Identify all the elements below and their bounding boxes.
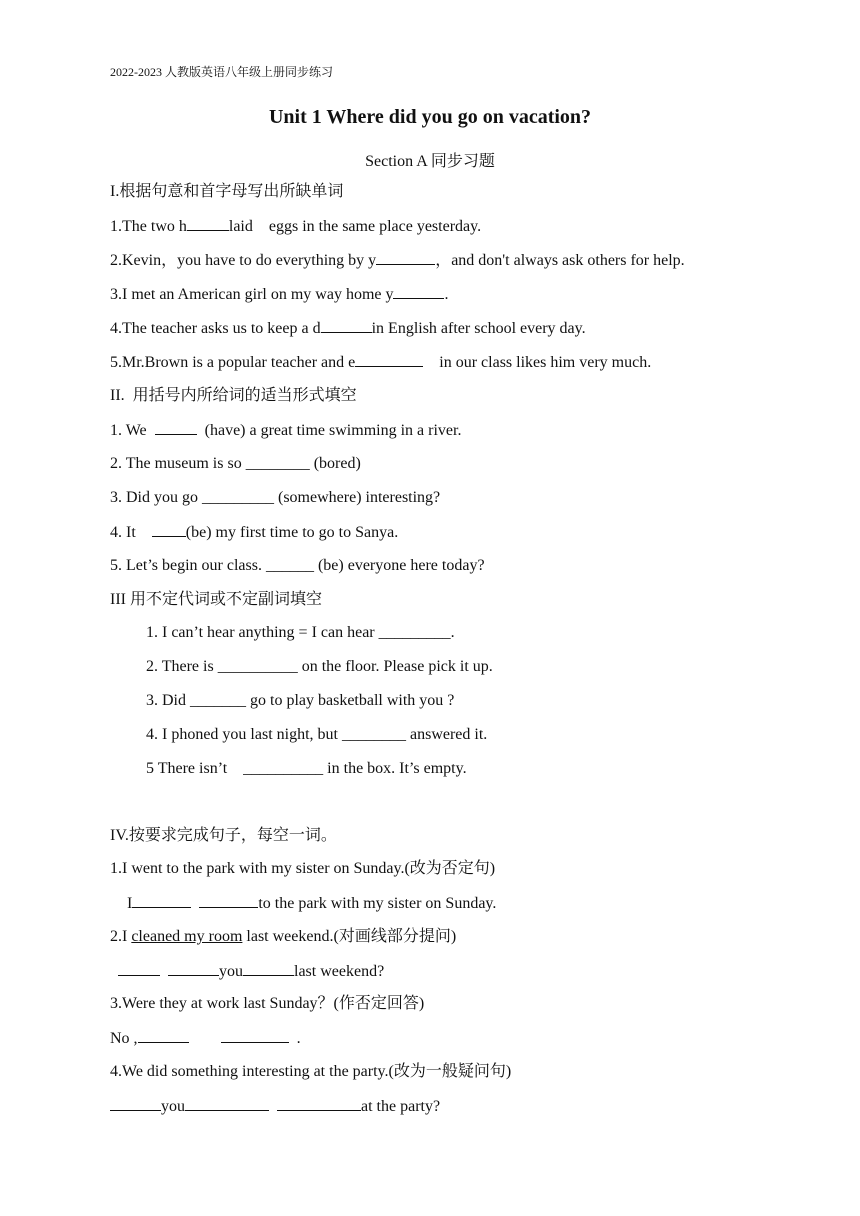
q-text: 4. It <box>110 524 152 541</box>
sec2-question-3: 3. Did you go _________ (somewhere) interesting? <box>110 489 441 506</box>
a-text: No , <box>110 1030 138 1047</box>
sec3-question-4: 4. I phoned you last night, but ________ answered it. <box>146 726 488 743</box>
sec4-question-3: 3.Were they at work last Sunday？(作否定回答) <box>110 995 425 1012</box>
sec1-question-4 <box>110 317 586 340</box>
answer-blank <box>355 351 423 367</box>
answer-blank <box>185 1095 269 1111</box>
sec4-answer-1 <box>127 892 496 915</box>
section-1-heading: I.根据句意和首字母写出所缺单词 <box>110 183 344 200</box>
answer-blank <box>393 283 444 299</box>
section-2-heading: II. 用括号内所给词的适当形式填空 <box>110 387 357 404</box>
answer-blank <box>187 215 229 231</box>
a-text: last weekend? <box>294 963 385 980</box>
q-text: 1.The two h <box>110 218 187 235</box>
sec3-question-2: 2. There is __________ on the floor. Please pick it up. <box>146 658 493 675</box>
a-text: you <box>219 963 243 980</box>
a-text: you <box>161 1098 185 1115</box>
answer-blank <box>155 419 197 435</box>
answer-blank <box>138 1027 189 1043</box>
a-text: I <box>127 895 133 912</box>
q-text: in our class likes him very much. <box>423 354 652 371</box>
q-text: ，and don't always ask others for help. <box>435 252 685 269</box>
answer-blank <box>277 1095 361 1111</box>
sec1-question-2 <box>110 249 685 272</box>
q-text: 2.Kevin，you have to do everything by y <box>110 252 377 269</box>
a-text: at the party? <box>361 1098 441 1115</box>
q-text: 2.I <box>110 928 132 945</box>
q-text: (be) my first time to go to Sanya. <box>185 524 399 541</box>
sec2-question-4 <box>110 521 398 544</box>
answer-blank <box>168 960 219 976</box>
q-text: in English after school every day. <box>371 320 586 337</box>
sec4-question-1: 1.I went to the park with my sister on Sunday.(改为否定句) <box>110 860 496 877</box>
sec1-question-3 <box>110 283 448 306</box>
sec1-question-1 <box>110 215 481 238</box>
sec4-answer-2 <box>118 960 384 983</box>
page-header: 2022-2023 人教版英语八年级上册同步练习 <box>110 65 333 79</box>
a-text: to the park with my sister on Sunday. <box>258 895 497 912</box>
sec3-question-3: 3. Did _______ go to play basketball with you ? <box>146 692 455 709</box>
sec4-question-4: 4.We did something interesting at the party.(改为一般疑问句) <box>110 1063 512 1080</box>
answer-blank <box>376 249 435 265</box>
sec1-question-5 <box>110 351 651 374</box>
sec2-question-5: 5. Let’s begin our class. ______ (be) everyone here today? <box>110 557 485 574</box>
sec3-question-5: 5 There isn’t __________ in the box. It’s empty. <box>146 760 467 777</box>
answer-blank <box>243 960 294 976</box>
section-3-heading: III 用不定代词或不定副词填空 <box>110 591 322 608</box>
answer-blank <box>199 892 258 908</box>
answer-blank <box>321 317 372 333</box>
sec2-question-2: 2. The museum is so ________ (bored) <box>110 455 361 472</box>
q-text: (have) a great time swimming in a river. <box>196 422 462 439</box>
sec3-question-1: 1. I can’t hear anything = I can hear _________. <box>146 624 455 641</box>
q-text: last weekend.(对画线部分提问) <box>242 928 457 945</box>
q-text: 5.Mr.Brown is a popular teacher and e <box>110 354 356 371</box>
q-text: laid eggs in the same place yesterday. <box>228 218 482 235</box>
sec4-question-2 <box>110 926 456 948</box>
answer-blank <box>110 1095 161 1111</box>
underlined-phrase: cleaned my room <box>131 928 243 945</box>
a-text: . <box>296 1030 301 1047</box>
q-text: 1. We <box>110 422 155 439</box>
answer-blank <box>221 1027 289 1043</box>
answer-blank <box>132 892 191 908</box>
answer-blank <box>152 521 186 537</box>
sec4-answer-3 <box>110 1027 301 1050</box>
page-title: Unit 1 Where did you go on vacation? <box>268 106 592 128</box>
page-subtitle: Section A 同步习题 <box>365 153 495 170</box>
section-4-heading: IV.按要求完成句子，每空一词。 <box>110 827 337 844</box>
sec2-question-1 <box>110 419 461 442</box>
q-text: 4.The teacher asks us to keep a d <box>110 320 321 337</box>
q-text: . <box>444 286 449 303</box>
q-text: 3.I met an American girl on my way home y <box>110 286 394 303</box>
answer-blank <box>118 960 160 976</box>
sec4-answer-4 <box>110 1095 440 1118</box>
